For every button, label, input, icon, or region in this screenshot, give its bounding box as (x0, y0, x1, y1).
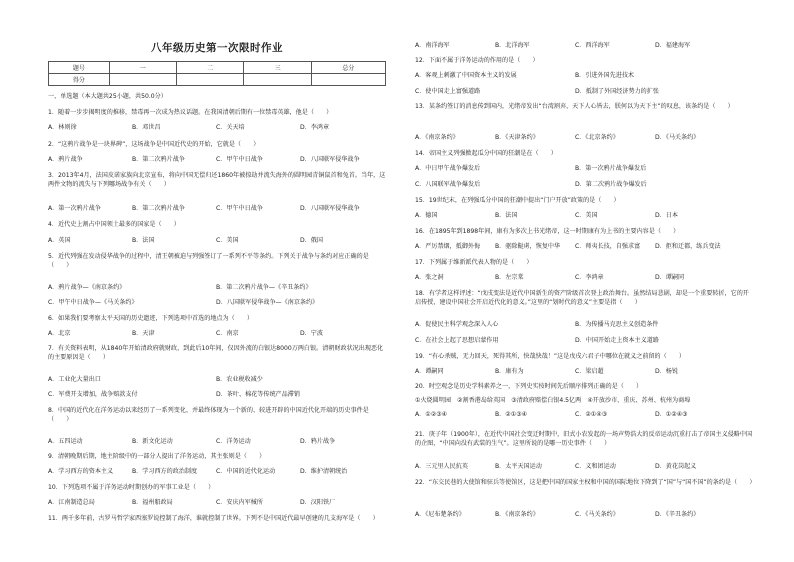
option: C．梁启超 (575, 368, 604, 375)
score-cell[interactable] (177, 74, 244, 86)
option: A．北京 (48, 330, 71, 337)
question-20: 20．时空观念是历史学科素养之一，下列史实按时间先后顺序排列正确的是（ ） (415, 383, 643, 390)
option: C．甲午中日战争—《马关条约》 (48, 299, 138, 306)
score-cell: 得分 (49, 74, 110, 86)
option: B．《天津条约》 (495, 134, 539, 141)
option: C．义和团运动 (575, 463, 616, 470)
option: B．引进外国先进技术 (575, 72, 635, 79)
option: A．第一次鸦片战争 (48, 205, 101, 212)
option: A．英国 (48, 237, 71, 244)
option: D．《辛丑条约》 (655, 511, 700, 518)
option: B．农业税收减少 (216, 376, 263, 383)
option: D．拒和迁都，练兵变法 (655, 243, 721, 250)
option: D．日本 (655, 212, 678, 219)
question-14: 14．帝国主义列强掀起瓜分中国的狂潮是在（ ） (415, 150, 557, 157)
page-title: 八年级历史第一次限时作业 (151, 42, 283, 54)
option: D．宁波 (300, 330, 323, 337)
option: C．使中国走上富强道路 (415, 88, 481, 95)
option: B．第一次鸦片战争爆发后 (575, 165, 647, 172)
option: D．黄花岗起义 (655, 463, 697, 470)
question-21: 21．庚子年（1900年），在近代中国社会变迁时期中，旧式小农发起的一场声势浩大的反帝运动沉重打击了帝国主义侵略中国的企图，“中国向没有武装的生气”。这里所说的是哪一历史事件（ ） (415, 431, 753, 447)
option: B．学习西方的政治制度 (132, 468, 198, 475)
option: D．汉阳铁厂 (300, 499, 336, 506)
option: D．抵制了外国经济势力的扩张 (575, 88, 659, 95)
option: D．福建海军 (655, 42, 691, 49)
score-cell[interactable] (109, 74, 176, 86)
option: A．促使民主科学观念深入人心 (415, 321, 499, 328)
option: A．江南制造总局 (48, 499, 95, 506)
question-2: 2．“这鸦片战争是一块界碑”，这场战争是中国近代史的开始，它就是（ ） (48, 141, 260, 148)
option: C．《马关条约》 (575, 511, 619, 518)
option: A．五四运动 (48, 438, 83, 445)
option: D．茶叶、棉花等传统产品滞销 (216, 391, 300, 398)
option: A．林则徐 (48, 124, 77, 131)
option: C．安庆内军械所 (216, 499, 263, 506)
option: D．李鸿章 (300, 124, 330, 131)
question-17: 17．下列属于维新派代表人物的是（ ） (415, 259, 533, 266)
question-16: 16．在1895年到1898年间，康有为多次上书光绪帝，这一时期康有为上书的主要内容是（ ） (415, 228, 680, 235)
score-cell[interactable] (244, 74, 311, 86)
option: D．中国开始走上资本主义道路 (575, 337, 659, 344)
question-11: 11．两千多年前，古罗马哲学家西塞罗说控制了海洋，谁就控制了世界。下列不是中国近代最早创建的几支海军是（ ） (48, 515, 379, 522)
option: B．左宗棠 (495, 274, 524, 281)
option: B．天津 (132, 330, 155, 337)
option: A．鸦片战争 (48, 156, 83, 163)
option: A．《南京条约》 (415, 134, 459, 141)
option: C．在社会上起了思想启蒙作用 (415, 337, 499, 344)
option: B．康有为 (495, 368, 524, 375)
option: B．第二次鸦片战争—《辛丑条约》 (216, 284, 312, 291)
option: C．甲午中日战争 (216, 205, 263, 212)
option: A．学习西方的资本主义 (48, 468, 114, 475)
score-cell: 一 (109, 62, 176, 74)
option: C．关天培 (216, 124, 245, 131)
section-heading: 一、单选题（本大题共25小题，共50.0分） (48, 93, 167, 100)
option: B．太平天国运动 (495, 463, 542, 470)
score-table (48, 61, 386, 86)
option: B．第二次鸦片战争 (132, 205, 185, 212)
option: A．张之洞 (415, 274, 444, 281)
option: B．北洋海军 (495, 42, 530, 49)
score-cell: 二 (177, 62, 244, 74)
option: A．南洋海军 (415, 42, 450, 49)
question-13: 13．某条约签订的消息传到国内，光绪帝发出“台湾割弃，天下人心皆去，朕何以为天下主”的叹息，该条约是（ ） (415, 103, 734, 110)
option: C．洋务运动 (216, 438, 251, 445)
option: D．第二次鸦片战争爆发后 (575, 181, 647, 188)
question-1: 1．随着一步步揭明度的推移，禁毒再一次成为热议话题。在我国清朝后期有一位禁毒英雄，他是（ ） (48, 109, 333, 116)
question-15: 15．19世纪末，在列强瓜分中国的狂潮中提出“门户开放”政策的是（ ） (415, 197, 620, 204)
score-cell: 三 (244, 62, 311, 74)
option: D．八国联军侵华战争 (300, 205, 360, 212)
option: A．客观上刺激了中国资本主义的发展 (415, 72, 517, 79)
option: C．南京 (216, 330, 239, 337)
score-cell[interactable] (311, 74, 385, 86)
option: B．第二次鸦片战争 (132, 156, 185, 163)
option: D．①②④③ (655, 411, 688, 418)
question-3: 3．2013年4月，法国皮诺家族向北京宣布，将向中国无偿归还1860年被掠劫并流失海外的圆明园青铜鼠首和兔首。当年，这两件文物的流失与下列哪场战争有关（ ） (48, 172, 386, 188)
option: D．八国联军侵华战争—《南京条约》 (216, 299, 319, 306)
question-10: 10．下列选项不属于洋务运动时期创办的军事工业是（ ） (48, 484, 215, 491)
option: C．西洋海军 (575, 42, 610, 49)
option: A．三元里人民抗英 (415, 463, 468, 470)
score-table-header-row (49, 62, 386, 74)
option: B．法国 (495, 212, 518, 219)
question-9: 9．清朝晚期后期，地主阶级中的一部分人提出了洋务运动，其主张则是（ ） (48, 453, 266, 460)
option: A．德国 (415, 212, 438, 219)
option: C．甲午中日战争 (216, 156, 263, 163)
option: B．法国 (132, 237, 155, 244)
option: A．中日甲午战争爆发后 (415, 165, 481, 172)
question-20-items: ①火烧圆明园 ②割香港岛给英国 ③清政府赔偿白银4.5亿两 ④开放沙市、重庆、苏州、杭州为商埠 (415, 397, 691, 404)
option: A．严厉禁烟，抵御外侮 (415, 243, 481, 250)
option: A．工业化大量出口 (48, 376, 101, 383)
score-table-score-row (49, 74, 386, 86)
option: A．鸦片战争—《南京条约》 (48, 284, 126, 291)
question-5: 5．近代列强在发动侵华战争的过程中，清王朝被迫与列强签订了一系列不平等条约。下列关于战争与条约对应正确的是（ ） (48, 253, 369, 269)
option: B．②①③④ (495, 411, 528, 418)
question-8: 8．中国的近代化在洋务运动以来经历了一系列变化，并最终体现为一个新的、较进开辟的中国近代化开端的历史事件是（ ） (48, 407, 369, 423)
option: B．驱除鞑虏，恢复中华 (495, 243, 561, 250)
question-22: 22．“东交民巷的大使馆和驻兵等使馆区，这是把中国的国家主权和中国的国际地位下降到了“国”与“国不国”的条约是（ ） (415, 479, 756, 486)
option: D．八国联军侵华战争 (300, 156, 360, 163)
option: A．《尼布楚条约》 (415, 511, 465, 518)
option: B．福州船政局 (132, 499, 173, 506)
option: D．鸦片战争 (300, 438, 336, 445)
option: C．八国联军战争爆发后 (415, 181, 481, 188)
option: B．新文化运动 (132, 438, 173, 445)
option: C．②①④③ (575, 411, 608, 418)
option: A．谭嗣同 (415, 368, 444, 375)
option: C．美国 (575, 212, 598, 219)
question-18: 18．有学者这样评述：“戊戌变法是近代中国新生的资产阶级首次登上政治舞台。虽然结局悲剧，却是一个重要转折，它的开启传授，建设中国社会开启近代化的意义。”这里的“划时代的意义”主要是指（ ） (415, 290, 749, 306)
option: A．①②③④ (415, 411, 448, 418)
score-cell: 总分 (311, 62, 385, 74)
option: D．杨锐 (655, 368, 678, 375)
question-4: 4．近代史上割占中国领土最多的国家是（ ） (48, 221, 180, 228)
question-6: 6．如果我们要考察太平天国的历史遗迹，下列选项中首选的地点为（ ） (48, 315, 253, 322)
option: C．师夷长技，自强求富 (575, 243, 641, 250)
option: C．《北京条约》 (575, 134, 619, 141)
option: C．军费开支增加，战争赔款支付 (48, 391, 138, 398)
question-19: 19．“有心杀贼，无力回天，死得其所，快哉快哉！”这是戊戌六君子中哪位在就义之前留的（ ） (415, 353, 686, 360)
option: D．谭嗣同 (655, 274, 685, 281)
option: B．为传播马克思主义创造条件 (575, 321, 659, 328)
option: D．《马关条约》 (655, 134, 700, 141)
option: B．邓世昌 (132, 124, 161, 131)
question-7: 7．有关资料表明，从1840年开始清政府就财政，到此后10年间，仅因外流的白银达8000万两白银。清朝财政状况出现恶化的主要原因是（ ） (48, 345, 384, 361)
score-cell: 题号 (49, 62, 110, 74)
option: C．美国 (216, 237, 239, 244)
option: C．李鸿章 (575, 274, 604, 281)
option: D．维护清朝统治 (300, 468, 348, 475)
option: D．俄国 (300, 237, 323, 244)
option: B．《南京条约》 (495, 511, 539, 518)
option: C．中国的近代化运动 (216, 468, 276, 475)
question-12: 12．下面不属于洋务运动的作用的是（ ） (415, 57, 539, 64)
